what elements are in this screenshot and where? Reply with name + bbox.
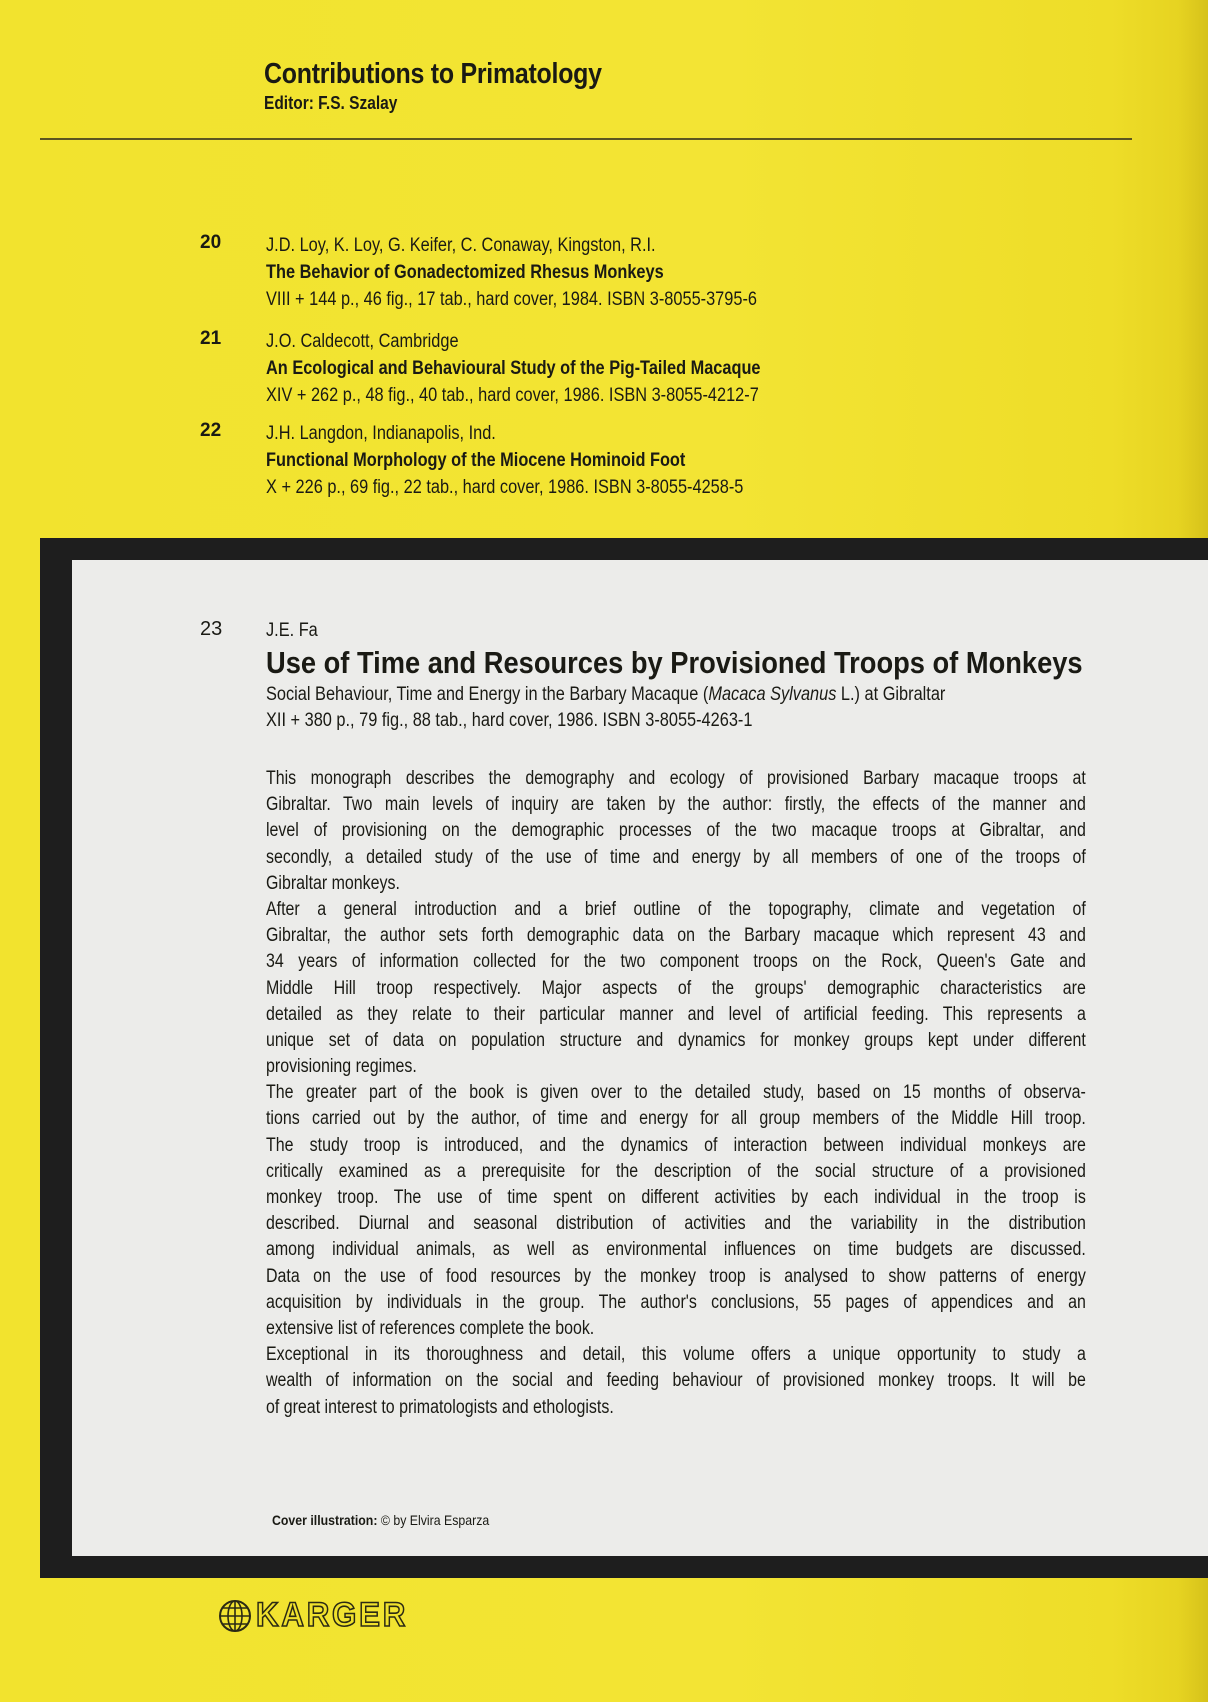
header-divider [40,138,1132,140]
description-line: acquisition by individuals in the group. The author's conclusions, 55 pages of appendices and an [266,1291,1086,1313]
description-line: tions carried out by the author, of time and energy for all group members of the Middle Hill troop. [266,1108,1086,1130]
description-line: described. Diurnal and seasonal distribution of activities and the variability in the distribution [266,1213,1086,1235]
volume-entry [200,420,1140,501]
species-name: Macaca Sylvanus [708,684,837,705]
featured-info: XII + 380 p., 79 fig., 88 tab., hard cover, 1986. ISBN 3-8055-4263-1 [266,710,753,731]
volume-title: An Ecological and Behavioural Study of the Pig-Tailed Macaque [266,358,761,379]
publisher-logo [218,1596,421,1635]
series-title: Contributions to Primatology [264,58,602,90]
featured-volume [200,618,1100,734]
description-line: detailed as they relate to their particular manner and level of artificial feeding. This represents a [266,1003,1086,1025]
description-line: Gibraltar, the author sets forth demographic data on the Barbary macaque which represent 43 and [266,925,1086,947]
volume-info: XIV + 262 p., 48 fig., 40 tab., hard cover, 1986. ISBN 3-8055-4212-7 [266,385,759,406]
volume-info: VIII + 144 p., 46 fig., 17 tab., hard cover, 1984. ISBN 3-8055-3795-6 [266,289,757,310]
description-line: monkey troop. The use of time spent on different activities by each individual in the troop is [266,1187,1086,1208]
featured-title: Use of Time and Resources by Provisioned Troops of Monkeys [266,645,1083,680]
featured-description [266,766,1086,1421]
volume-authors: J.D. Loy, K. Loy, G. Keifer, C. Conaway, Kingston, R.I. [266,235,656,256]
series-header [264,58,657,114]
description-line: This monograph describes the demography and ecology of provisioned Barbary macaque troops at [266,768,1086,789]
description-line: Gibraltar. Two main levels of inquiry are taken by the author: firstly, the effects of the manner and [266,794,1086,816]
description-line: Middle Hill troop respectively. Major aspects of the groups' demographic characteristics are [266,977,1086,999]
featured-volume-number: 23 [200,618,223,640]
description-line: provisioning regimes. [266,1056,417,1078]
featured-author: J.E. Fa [266,620,318,641]
credit-text: © by Elvira Esparza [380,1512,490,1528]
description-line: The study troop is introduced, and the dynamics of interaction between individual monkeys are [266,1134,1086,1156]
description-line: wealth of information on the social and feeding behaviour of provisioned monkey troops. It will be [266,1370,1086,1392]
featured-subtitle [266,682,983,708]
credit-label: Cover illustration: [272,1512,378,1528]
description-line: The greater part of the book is given over to the detailed study, based on 15 months of observa- [266,1082,1086,1104]
subtitle-text: Social Behaviour, Time and Energy in the Barbary Macaque ( [266,684,709,705]
description-line: critically examined as a prerequisite for the description of the social structure of a provisioned [266,1160,1086,1182]
description-line: Exceptional in its thoroughness and detail, this volume offers a unique opportunity to study a [266,1344,1086,1366]
description-line: Data on the use of food resources by the monkey troop is analysed to show patterns of energy [266,1265,1086,1287]
description-line: After a general introduction and a brief outline of the topography, climate and vegetation of [266,898,1086,920]
volume-number: 21 [200,328,222,349]
description-line: secondly, a detailed study of the use of time and energy by all members of one of the troops of [266,846,1086,868]
description-line: unique set of data on population structure and dynamics for monkey groups kept under different [266,1029,1086,1051]
volume-entry [200,328,1140,409]
volume-authors: J.O. Caldecott, Cambridge [266,331,459,352]
description-line: level of provisioning on the demographic processes of the two macaque troops at Gibraltar, and [266,820,1086,842]
description-line: 34 years of information collected for the two component troops on the Rock, Queen's Gate and [266,951,1086,973]
description-line: among individual animals, as well as environmental influences on time budgets are discussed. [266,1239,1086,1261]
subtitle-text: L.) at Gibraltar [836,684,946,705]
volume-title: The Behavior of Gonadectomized Rhesus Monkeys [266,262,664,283]
volume-authors: J.H. Langdon, Indianapolis, Ind. [266,423,496,444]
volume-number: 20 [200,232,222,253]
globe-icon [218,1599,252,1633]
description-line: Gibraltar monkeys. [266,872,400,894]
volume-number: 22 [200,420,222,441]
publisher-name: KARGER [256,1596,409,1634]
description-line: of great interest to primatologists and ethologists. [266,1396,614,1418]
cover-credit [272,1512,489,1528]
series-editor: Editor: F.S. Szalay [264,93,398,113]
volume-info: X + 226 p., 69 fig., 22 tab., hard cover, 1986. ISBN 3-8055-4258-5 [266,477,744,498]
volume-title: Functional Morphology of the Miocene Hominoid Foot [266,450,686,471]
volume-entry [200,232,1140,313]
description-line: extensive list of references complete the book. [266,1317,595,1339]
